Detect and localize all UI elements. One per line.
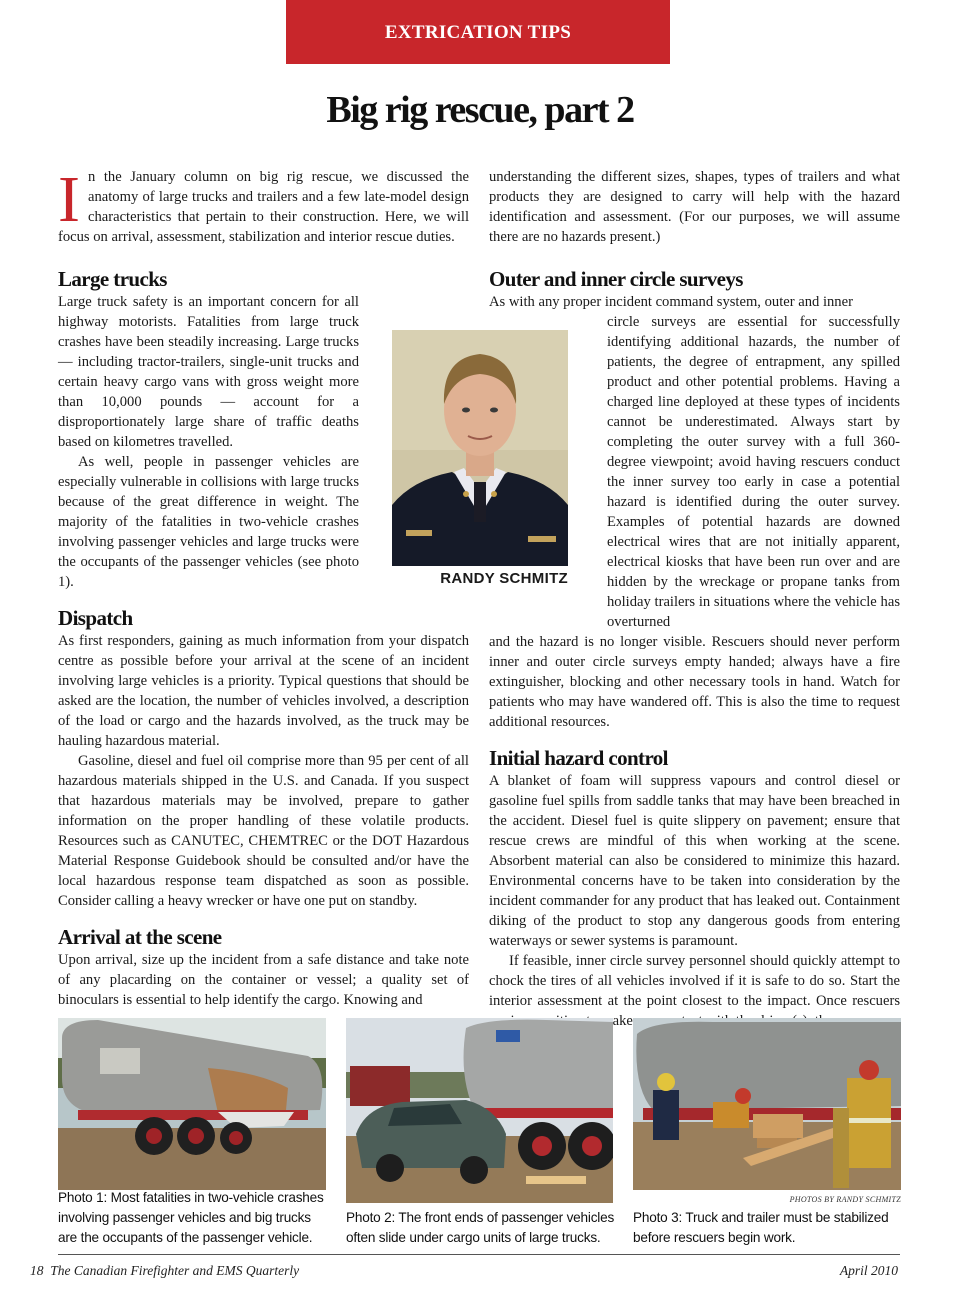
right-column: [489, 167, 900, 1031]
dispatch-p2: Gasoline, diesel and fuel oil comprise more than 95 per cent of all hazardous materials shipped in the U.S. and Canada. If you suspect that hazardous materials may be involved, prepare to gather information on the proper handling of these volatile products. Resources such as CANUTEC, CHEMTREC or the DOT Hazardous Material Response Guidebook should be consulted and/or have the local hazardous response team dispatched as soon as possible. Consider calling a heavy wrecker or have one put on standby.: [58, 753, 469, 909]
photo-3-caption: Photo 3: Truck and trailer must be stabilized before rescuers begin work.: [633, 1210, 889, 1245]
photo-credit: PHOTOS BY RANDY SCHMITZ: [789, 1195, 901, 1204]
heading-arrival: Arrival at the scene: [58, 925, 222, 949]
left-column: [58, 163, 469, 1010]
section-banner: EXTRICATION TIPS: [286, 0, 670, 64]
photo-3: [633, 1018, 901, 1190]
surveys-wrap: circle surveys are essential for successfully identifying additional hazards, the number of patients, the degree of entrapment, any spilled product and other potential problems. Having a charged line deployed at these types of incidents cannot be underestimated. Always start by completing the outer survey with a full 360-degree viewpoint; avoid having rescuers conduct the inner survey too early in case a potential hazard is identified during the outer survey. Examples of potential hazards are downed electrical wires that are not initially apparent, electrical kiosks that have been run over and are hidden by the wreckage or propane tanks from holiday trailers in situations where the vehicle has overturned: [607, 314, 900, 630]
surveys-lead: As with any proper incident command system, outer and inner: [489, 294, 853, 310]
heading-large-trucks: Large trucks: [58, 267, 167, 291]
footer-rule: [58, 1254, 900, 1255]
photo-1-caption: Photo 1: Most fatalities in two-vehicle crashes involving passenger vehicles and big trucks are the occupants of the passenger vehicle.: [58, 1190, 324, 1245]
heading-dispatch: Dispatch: [58, 606, 133, 630]
heading-hazard: Initial hazard control: [489, 746, 668, 770]
photo-2-caption: Photo 2: The front ends of passenger vehicles often slide under cargo units of large trucks.: [346, 1210, 615, 1245]
hazard-p2: If feasible, inner circle survey personnel should quickly attempt to chock the tires of all vehicles involved if it is safe to do so. Start the interior assessment at the point closest to the impact. Once rescuers make: [489, 953, 900, 1029]
article-title: Big rig rescue, part 2: [326, 89, 634, 131]
surveys-rest: and the hazard is no longer visible. Rescuers should never perform inner and outer circle surveys empty handed; always have a fire extinguisher, blocking and other necessary tools in hand. Watch for patients who may have wandered off. This is also the time to request additional resources.: [489, 634, 900, 730]
arrival-p1: Upon arrival, size up the incident from a safe distance and take note of any placarding on the container or vessel; a quality set of binoculars is essential to help identify the cargo. Knowing and: [58, 952, 469, 1008]
footer-left: 18 The Canadian Firefighter and EMS Quarterly: [30, 1263, 300, 1278]
intro-paragraph: In the January column on big rig rescue, we discussed the anatomy of large trucks and trailers and a few late-model design characteristics that pertain to their construction. Here, we will focus on arrival, assessment, stabilization and interior rescue duties.: [58, 163, 469, 245]
right-intro: understanding the different sizes, shapes, types of trailers and what products they are designed to carry will help with the hazard identification and assessment. (For our purposes, we will assume there are no hazards present.): [489, 169, 900, 245]
heading-surveys: Outer and inner circle surveys: [489, 267, 743, 291]
footer-right: April 2010: [839, 1263, 898, 1278]
drop-cap: I: [58, 163, 80, 236]
photo-1: [58, 1018, 326, 1190]
dispatch-p1: As first responders, gaining as much information from your dispatch centre as possible before your arrival at the scene of an incident involving large vehicles is a priority. Typical questions that should be asked are the location, the number of vehicles involved, a description of the load or cargo and the hazards involved, as the truck may be hauling hazardous material.: [58, 633, 469, 749]
hazard-p1: A blanket of foam will suppress vapours and control diesel or gasoline fuel spills from saddle tanks that may have been breached in the accident. Diesel fuel is quite slippery on pavement; ensure that rescue crews are mindful of this when working at the scene. Absorbent material can also be considered to minimize this hazard. Environmental concerns have to be taken into consideration by the incident commander for any product that has leaked out. Containment diking of the product to stop any dangerous goods from entering waterways or sewer systems is paramount.: [489, 773, 900, 949]
portrait-caption: RANDY SCHMITZ: [440, 570, 568, 587]
large-trucks-p2: As well, people in passenger vehicles are especially vulnerable in collisions with large trucks because of the great difference in weight. The majority of the fatalities in two-vehicle crashes involving passenger vehicles and large trucks were the occupants of the passenger vehicles (see photo 1).: [58, 454, 359, 590]
large-trucks-p1: Large truck safety is an important concern for all highway motorists. Fatalities from large truck crashes have been steadily increasing. Large trucks — including tractor-trailers, single-unit trucks and certain heavy cargo vans with gross weight more than 10,000 pounds — account for a disproportionately large share of traffic deaths based on kilometres travelled.: [58, 294, 359, 450]
photo-2: [346, 1018, 613, 1203]
